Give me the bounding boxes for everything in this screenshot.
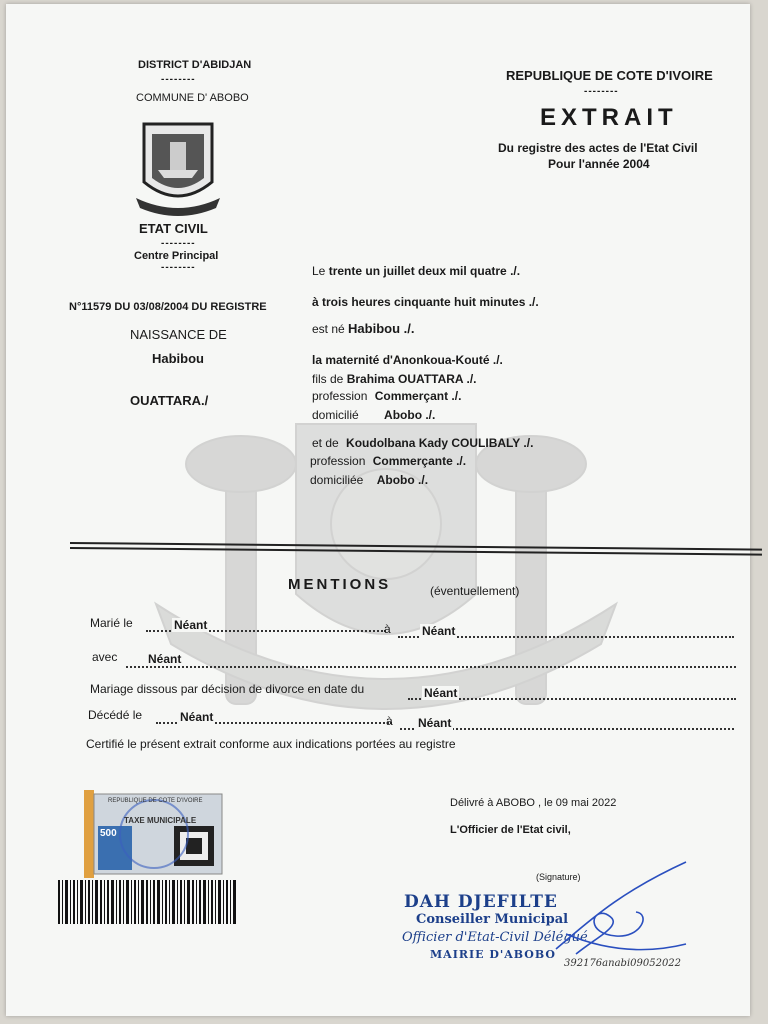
separator: -------- [584,86,619,97]
with-value: Néant [148,652,182,666]
officer-role-delegate: Officier d'Etat-Civil Délégué [402,930,588,945]
signature-label: (Signature) [536,872,581,882]
separator: -------- [161,262,196,273]
deceased-at-label: à [386,714,393,728]
etat-civil-label: ETAT CIVIL [139,221,208,236]
delivery-line: Délivré à ABOBO , le 09 mai 2022 [450,797,617,809]
separator: -------- [161,238,196,249]
tax-stamp [84,790,224,878]
mother-line: et de Koudolbana Kady COULIBALY ./. [312,436,534,450]
signature-icon [546,854,696,974]
child-first-name: Habibou [152,351,204,366]
married-at-label: à [384,622,391,636]
officer-role: Conseiller Municipal [416,912,569,927]
birth-certificate-page [6,4,750,1016]
father-profession-line: profession Commerçant ./. [312,389,462,403]
commune-label: COMMUNE D' ABOBO [136,92,249,104]
district-label: DISTRICT D'ABIDJAN [138,59,252,71]
republic-label: REPUBLIQUE DE COTE D'IVOIRE [506,68,713,83]
officer-name: DAH DJEFILTE [404,892,558,912]
date-line: Le trente un juillet deux mil quatre ./. [312,264,521,278]
act-type: NAISSANCE DE [130,327,227,342]
married-value: Néant [174,618,208,632]
mentions-note: (éventuellement) [430,584,520,598]
document-serial: 392176anabi09052022 [564,958,682,969]
married-label: Marié le [90,616,133,630]
officer-title: L'Officier de l'Etat civil, [450,824,571,836]
mentions-title: MENTIONS [288,576,392,593]
barcode [58,880,236,924]
centre-label: Centre Principal [134,250,219,262]
registry-number: N°11579 DU 03/08/2004 DU REGISTRE [69,301,267,313]
birthplace-line: la maternité d'Anonkoua-Kouté ./. [312,353,503,367]
dotted-line [126,666,736,668]
separator: -------- [161,74,196,85]
document-title: EXTRAIT [540,104,678,131]
divorce-label: Mariage dissous par décision de divorce en date du [90,682,365,696]
stamp-label: TAXE MUNICIPALE [124,816,197,825]
certification-text: Certifié le présent extrait conforme aux indications portées au registre [86,737,456,751]
father-line: fils de Brahima OUATTARA ./. [312,372,477,386]
child-last-name: OUATTARA./ [130,393,209,408]
with-label: avec [92,650,118,664]
mother-profession-line: profession Commerçante ./. [310,454,467,468]
divorce-value: Néant [424,686,458,700]
stamp-value: 500 [100,828,117,839]
mairie-label: MAIRIE D'ABOBO [430,948,556,961]
document-subtitle: Du registre des actes de l'Etat Civil [498,141,698,155]
married-place-value: Néant [422,624,456,638]
father-domicile-line: domicilié Abobo ./. [312,408,436,422]
deceased-label: Décédé le [88,708,143,722]
commune-emblem-icon [132,120,224,218]
stamp-republic: REPUBLIQUE DE COTE D'IVOIRE [108,798,203,804]
deceased-value: Néant [180,710,214,724]
mother-domicile-line: domiciliée Abobo ./. [310,473,429,487]
year-line: Pour l'année 2004 [548,157,650,171]
born-line: est né Habibou ./. [312,321,415,336]
time-line: à trois heures cinquante huit minutes ./. [312,295,539,309]
deceased-place-value: Néant [418,716,452,730]
